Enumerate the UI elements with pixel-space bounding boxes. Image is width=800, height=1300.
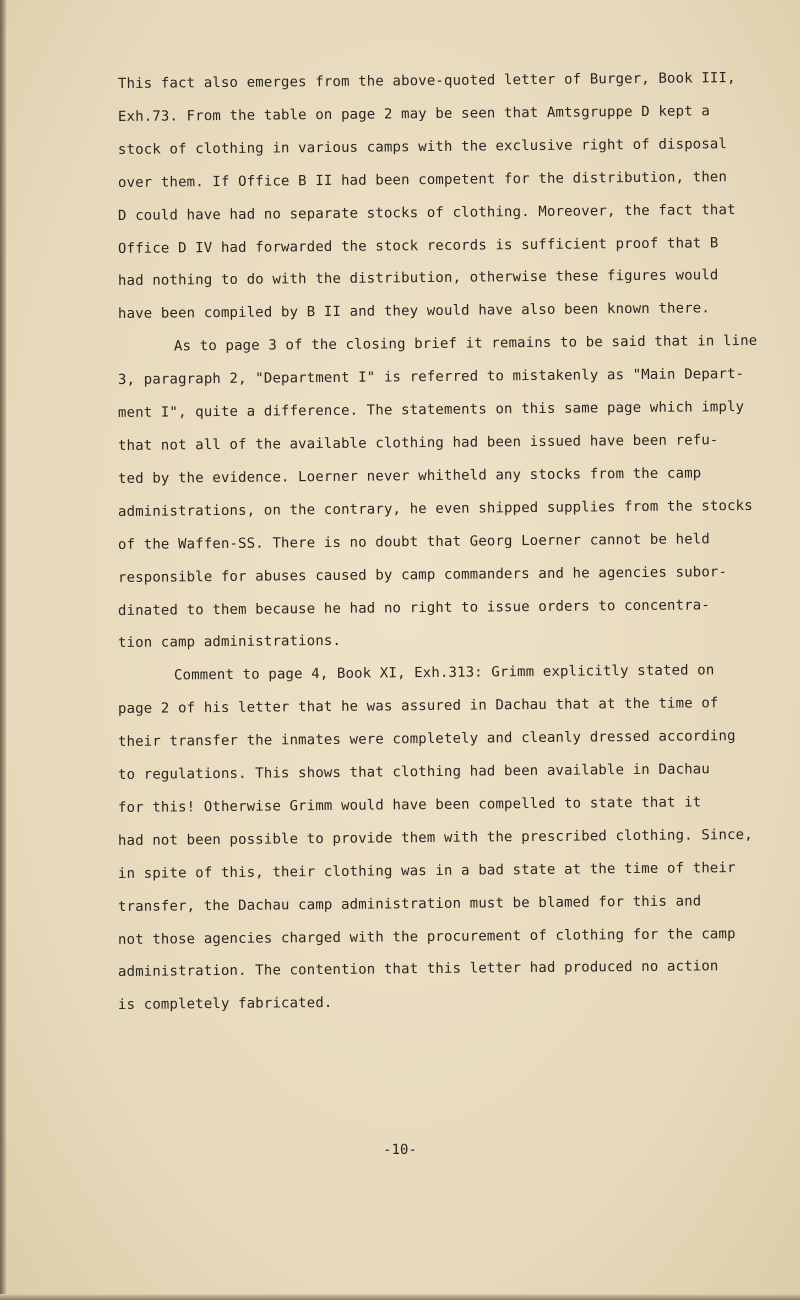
text-line: Comment to page 4, Book XI, Exh.313: Grimm explicitly stated on: [173, 662, 715, 684]
text-line: stock of clothing in various camps with the exclusive right of disposal: [117, 135, 728, 158]
page-left-edge: [0, 0, 6, 1300]
text-line: ment I", quite a difference. The statements on this same page which imply: [117, 399, 745, 422]
text-line: ted by the evidence. Loerner never whitheld any stocks from the camp: [117, 465, 702, 487]
text-line: tion camp administrations.: [117, 633, 342, 652]
text-line: have been compiled by B II and they would have also been known there.: [117, 300, 710, 323]
text-line: of the Waffen-SS. There is no doubt that Georg Loerner cannot be held: [117, 531, 710, 553]
text-line: for this! Otherwise Grimm would have been compelled to state that it: [117, 794, 702, 816]
text-line: that not all of the available clothing had been issued have been refu-: [117, 432, 719, 454]
paragraph-3: [118, 660, 768, 1022]
text-line: Exh.73. From the table on page 2 may be seen that Amtsgruppe D kept a: [117, 103, 710, 125]
text-line: This fact also emerges from the above-quoted letter of Burger, Book III,: [117, 70, 736, 92]
text-line: D could have had no separate stocks of clothing. Moreover, the fact that: [117, 201, 736, 224]
text-line: As to page 3 of the closing brief it remains to be said that in line: [173, 333, 758, 355]
text-line: 3, paragraph 2, "Department I" is referred to mistakenly as "Main Depart-: [117, 366, 745, 389]
text-line: Office D IV had forwarded the stock records is sufficient proof that B: [117, 234, 719, 257]
text-line: transfer, the Dachau camp administration must be blamed for this and: [117, 893, 702, 915]
text-line: to regulations. This shows that clothing had been available in Dachau: [117, 761, 710, 784]
text-line: administrations, on the contrary, he even shipped supplies from the stocks: [117, 497, 753, 520]
text-line: not those agencies charged with the procurement of clothing for the camp: [117, 925, 736, 948]
text-line: responsible for abuses caused by camp commanders and he agencies subor-: [117, 563, 728, 586]
page-number: -10-: [383, 1141, 417, 1159]
page-bottom-edge: [0, 1294, 800, 1300]
paragraph-2: [118, 331, 768, 660]
text-line: over them. If Office B II had been competent for the distribution, then: [117, 168, 728, 191]
paragraph-1: [118, 68, 768, 331]
text-line: their transfer the inmates were completely and cleanly dressed according: [117, 728, 736, 751]
text-line: administration. The contention that this letter had produced no action: [117, 958, 719, 981]
text-line: had not been possible to provide them with the prescribed clothing. Since,: [117, 826, 753, 849]
text-line: had nothing to do with the distribution, otherwise these figures would: [117, 267, 719, 290]
text-line: in spite of this, their clothing was in a bad state at the time of their: [117, 859, 736, 882]
body-text: [118, 68, 768, 1022]
text-line: page 2 of his letter that he was assured in Dachau that at the time of: [117, 695, 719, 718]
text-line: is completely fabricated.: [117, 995, 333, 1014]
text-line: dinated to them because he had no right to issue orders to concentra-: [117, 596, 710, 619]
